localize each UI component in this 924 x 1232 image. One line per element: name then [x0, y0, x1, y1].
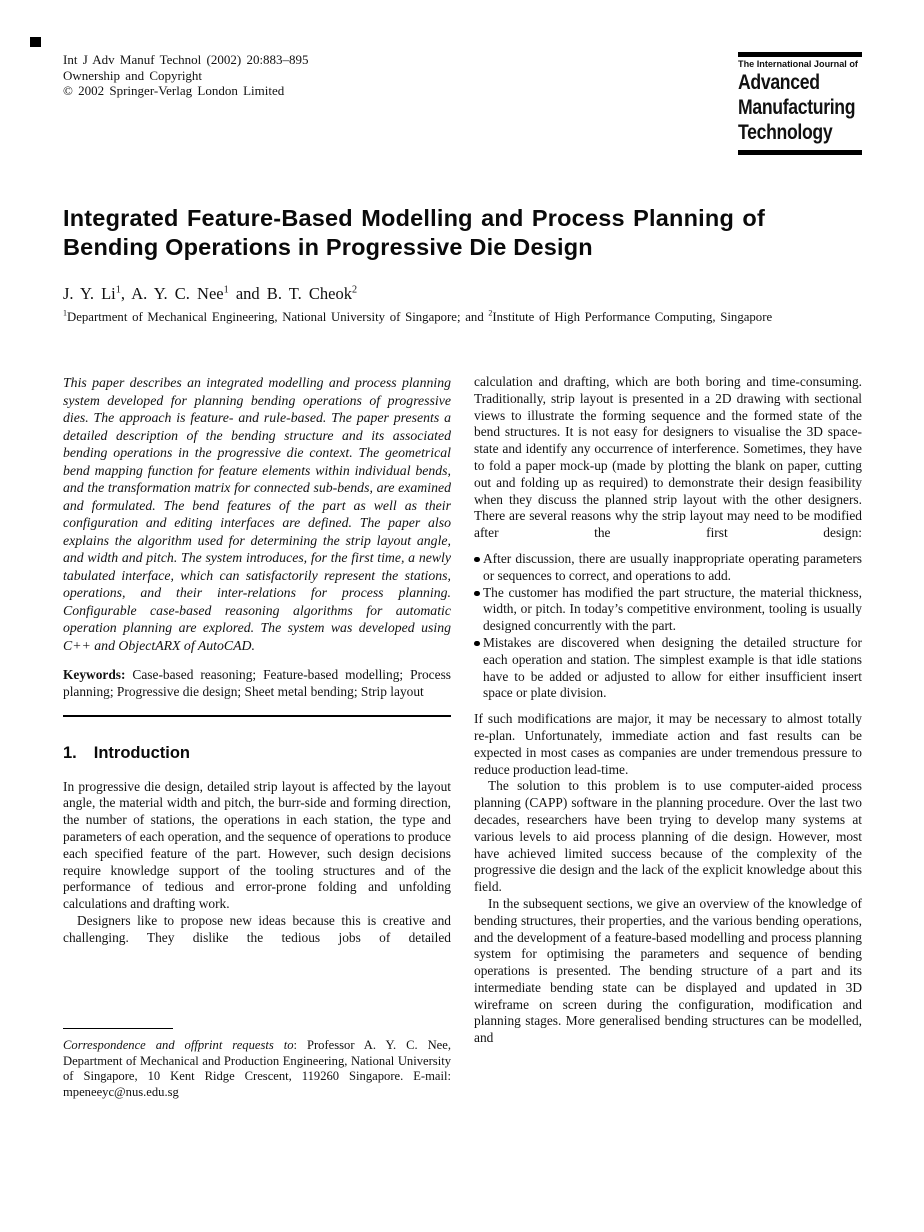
logo-word-technology: Technology: [738, 120, 833, 144]
logo-top-bar: [738, 52, 862, 57]
title-line-2: Bending Operations in Progressive Die Design: [63, 233, 593, 260]
author-1: J. Y. Li: [63, 284, 116, 303]
right-paragraph-3: The solution to this problem is to use computer-aided process planning (CAPP) software in the planning procedure. Over the last two decades, researchers have been trying to develop many systems at various levels to aid process planning of die design. However, most have achieved limited success because of the complexity of the progressive die design and the lack of the explicit knowledge about this field.: [474, 778, 862, 895]
title-line-1: Integrated Feature-Based Modelling and Process Planning of: [63, 205, 765, 231]
author-line: [63, 284, 357, 304]
affiliation-mark-1: 1: [63, 308, 67, 318]
list-item: After discussion, there are usually inappropriate operating parameters or sequences to correct, and operations to add.: [474, 551, 862, 585]
logo-word-advanced: Advanced: [738, 70, 820, 94]
footnote-divider: [63, 1028, 173, 1029]
right-paragraph-1: calculation and drafting, which are both boring and time-consuming. Traditionally, strip layout is presented in a 2D drawing with sectional views to illustrate the forming sequence and the formed state of the bend structures. It is not easy for designers to visualise the 3D space-state and identify any occurrence of interference. Sometimes, they have to fold a paper mock-up (made by plotting the blank on paper, cutting out and folding up as required) to demonstrate their design feasibility when they discuss the planned strip layout with the other designers. There are several reasons why the strip layout may need to be modified after the first design:: [474, 374, 862, 541]
footnote-text: [63, 1038, 451, 1100]
author-2: , A. Y. C. Nee: [120, 284, 224, 303]
author-1-affiliation-mark: 1: [115, 284, 121, 296]
keywords-text: Case-based reasoning; Feature-based modelling; Process planning; Progressive die design; Sheet metal bending; Strip layout: [63, 667, 451, 699]
keywords-paragraph: [63, 667, 451, 701]
footnote-lead-in: Correspondence and offprint requests to: [63, 1038, 294, 1052]
author-2-affiliation-mark: 1: [223, 284, 229, 296]
two-column-body: [63, 374, 862, 1100]
right-paragraph-4: In the subsequent sections, we give an overview of the knowledge of bending structures, their properties, and the various bending operations, and the development of a feature-based modelling and process planning system for optimising the parameters and sequence of bending operations is presented. The bending structure of a part and its intermediate bending state can be displayed and updated in 3D wireframe on screen during the configuration, modification and planning stages. More generalised bending structures can be modelled, and: [474, 895, 862, 1046]
right-paragraph-2: If such modifications are major, it may be necessary to almost totally re-plan. Unfortunately, immediate action and fast results can be expected in most cases as companies are under tremendous pressure to reduce production lead-time.: [474, 711, 862, 777]
intro-paragraph-2: Designers like to propose new ideas because this is creative and challenging. They dislike the tedious jobs of detailed: [63, 912, 451, 945]
left-column: [63, 374, 451, 1100]
registration-mark: [30, 37, 41, 47]
ownership-line: Ownership and Copyright: [63, 67, 203, 83]
affiliation-1: Department of Mechanical Engineering, National University of Singapore; and: [66, 310, 489, 324]
abstract-paragraph: This paper describes an integrated modelling and process planning system developed for planning bending operations of progressive dies. The approach is feature- and rule-based. The paper presents a detailed description of the bending structure and its associated bending operations in the progressive die context. The geometrical bend mapping function for feature elements within individual bends, and the transformation matrix for connected sub-bends, are examined and formulated. The bend features of the part as well as their configuration and editing interfaces are defined. The paper also explains the algorithm used for determining the strip layout angle, and width and pitch. The system introduces, for the first time, a newly tabulated interface, which can satisfactorily represent the stations, operations, and their inter-relations for process planning. Configurable case-based reasoning algorithms for automatic operation planning are explored. The system was developed using C++ and ObjectARX of AutoCAD.: [63, 375, 451, 653]
correspondence-footnote: [63, 1028, 451, 1100]
redesign-reasons-list: [474, 551, 862, 702]
footnote-body: : Professor A. Y. C. Nee, Department of Mechanical and Production Engineering, National University of Singapore, 10 Kent Ridge Crescent, 119260 Singapore. E-mail: mpeneeyc@nus.edu.sg: [63, 1038, 451, 1099]
author-3: and B. T. Cheok: [228, 284, 352, 303]
keywords-divider: [63, 715, 451, 717]
logo-bottom-bar: [738, 150, 862, 155]
section-1-title: Introduction: [93, 743, 190, 762]
section-1-number: 1.: [63, 743, 77, 762]
list-item: Mistakes are discovered when designing the detailed structure for each operation and station. The simplest example is that idle stations have to be added or adjusted to allow for either insufficient insert space or plate division.: [474, 635, 862, 702]
keywords-label: Keywords:: [63, 667, 126, 682]
page-title: [63, 204, 765, 261]
right-column: [474, 374, 862, 1100]
list-item: The customer has modified the part structure, the material thickness, width, or pitch. In today’s competitive environment, tooling is usually designed concurrently with the part.: [474, 585, 862, 635]
logo-tagline: The International Journal of: [738, 59, 858, 69]
affiliation-mark-2: 2: [488, 308, 493, 318]
logo-word-manufacturing: Manufacturing: [738, 95, 856, 119]
author-3-affiliation-mark: 2: [351, 284, 358, 296]
section-1-heading: [63, 744, 451, 763]
intro-paragraph-1: In progressive die design, detailed strip layout is affected by the layout angle, the material width and pitch, the burr-side and forming direction, the number of stations, the operations in each station, the type and parameters of each operation, and the sequence of operations to produce each specified feature of the part. However, such design decisions require knowledge support of the tooling structures and of the performance of tedious and error-prone folding and unfolding calculations and drafting work.: [63, 778, 451, 912]
affiliation-line: [63, 310, 772, 325]
header-citation-block: [63, 52, 309, 99]
journal-reference: Int J Adv Manuf Technol (2002) 20:883–895: [63, 52, 309, 67]
journal-logo: [738, 52, 862, 155]
affiliation-2: Institute of High Performance Computing, Singapore: [492, 310, 773, 324]
copyright-line: © 2002 Springer-Verlag London Limited: [63, 83, 285, 98]
